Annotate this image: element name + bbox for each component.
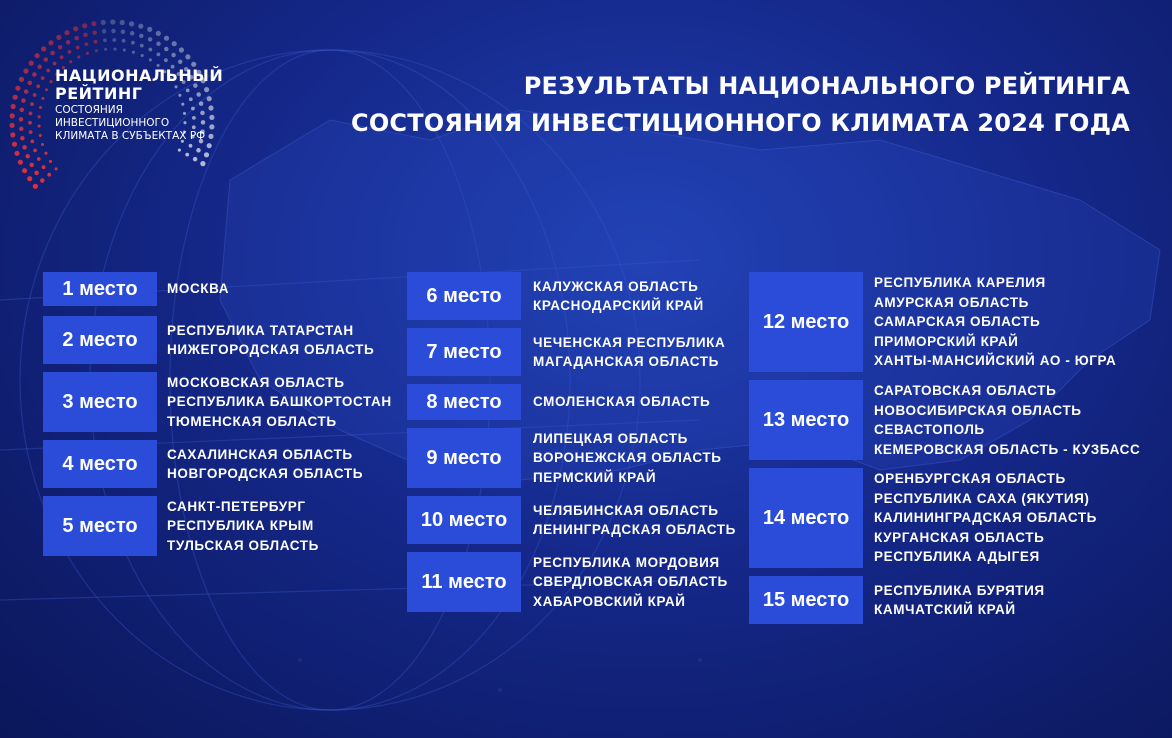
logo-dot: [149, 58, 152, 61]
logo-dot: [156, 42, 161, 47]
logo-dot: [33, 184, 38, 189]
logo-dot: [66, 40, 71, 45]
logo-dot: [38, 125, 41, 128]
logo-subtitle-line3: КЛИМАТА В СУБЪЕКТАХ РФ: [55, 130, 206, 142]
place-badge: [407, 384, 521, 420]
logo-title-line1: НАЦИОНАЛЬНЫЙ: [55, 66, 224, 85]
logo-dot: [12, 142, 17, 147]
logo-dot: [121, 29, 126, 34]
region-name: РЕСПУБЛИКА КАРЕЛИЯ: [874, 275, 1046, 291]
logo-dot: [37, 65, 42, 70]
logo-dot: [27, 176, 32, 181]
region-name: ХАБАРОВСКИЙ КРАЙ: [533, 593, 686, 609]
region-list: [874, 581, 1045, 620]
logo-subtitle-line2: ИНВЕСТИЦИОННОГО: [55, 117, 170, 129]
region-name: МАГАДАНСКАЯ ОБЛАСТЬ: [533, 354, 719, 369]
region-name: КАМЧАТСКИЙ КРАЙ: [874, 602, 1016, 617]
place-badge: [43, 316, 157, 364]
region-name: САХАЛИНСКАЯ ОБЛАСТЬ: [167, 446, 353, 462]
region-list: [533, 277, 704, 316]
place-label: 6 место: [426, 284, 502, 307]
logo-dot: [49, 160, 52, 163]
region-name: СМОЛЕНСКАЯ ОБЛАСТЬ: [533, 394, 711, 410]
logo-dot: [189, 144, 193, 148]
logo-dot: [140, 44, 144, 48]
region-name: РЕСПУБЛИКА АДЫГЕЯ: [874, 549, 1040, 565]
logo-dot: [44, 152, 47, 155]
place-label: 4 место: [62, 452, 138, 475]
logo-dot: [24, 89, 29, 94]
logo-dot: [29, 61, 34, 66]
logo-dot: [60, 55, 64, 59]
logo-dot: [91, 21, 96, 26]
logo-dot: [10, 113, 15, 118]
logo-dot: [157, 53, 161, 57]
logo-dot: [39, 134, 42, 137]
logo-dot: [34, 171, 39, 176]
place-badge: [43, 372, 157, 432]
rating-logo: [55, 67, 223, 143]
logo-dot: [185, 54, 190, 59]
place-label: 1 место: [62, 277, 138, 300]
region-name: САМАРСКАЯ ОБЛАСТЬ: [874, 314, 1041, 330]
region-name: АМУРСКАЯ ОБЛАСТЬ: [874, 294, 1029, 310]
logo-dot: [41, 143, 44, 146]
logo-dot: [10, 123, 15, 128]
logo-dot: [19, 117, 24, 122]
region-name: КРАСНОДАРСКИЙ КРАЙ: [533, 298, 704, 313]
logo-dot: [101, 20, 106, 25]
logo-dot: [13, 95, 18, 100]
logo-dot: [73, 26, 78, 31]
place-label: 12 место: [762, 310, 850, 333]
logo-dot: [55, 167, 58, 170]
logo-dot: [45, 88, 48, 91]
region-name: КАЛУЖСКАЯ ОБЛАСТЬ: [533, 278, 699, 294]
place-badge: [407, 428, 521, 488]
region-list: [167, 497, 319, 556]
logo-dot: [58, 45, 63, 50]
region-name: РЕСПУБЛИКА САХА (ЯКУТИЯ): [874, 490, 1090, 506]
logo-dot: [29, 130, 33, 134]
logo-dot: [50, 80, 53, 83]
logo-dot: [48, 40, 53, 45]
page-title-line1: РЕЗУЛЬТАТЫ НАЦИОНАЛЬНОГО РЕЙТИНГА: [523, 72, 1130, 100]
logo-dot: [138, 24, 143, 29]
logo-subtitle-line1: СОСТОЯНИЯ: [55, 104, 123, 116]
logo-dot: [68, 50, 72, 54]
logo-dot: [18, 160, 23, 165]
region-name: КЕМЕРОВСКАЯ ОБЛАСТЬ - КУЗБАСС: [874, 441, 1141, 457]
logo-dot: [22, 145, 27, 150]
logo-dot: [23, 68, 28, 73]
place-badge: [407, 328, 521, 376]
region-name: КУРГАНСКАЯ ОБЛАСТЬ: [874, 529, 1045, 545]
logo-dot: [37, 157, 41, 161]
logo-dot: [41, 46, 46, 51]
place-badge: [749, 468, 863, 568]
logo-dot: [139, 34, 144, 39]
region-name: ТЮМЕНСКАЯ ОБЛАСТЬ: [167, 413, 337, 429]
logo-dot: [41, 97, 44, 100]
logo-dot: [39, 106, 42, 109]
region-name: КАЛИНИНГРАДСКАЯ ОБЛАСТЬ: [874, 510, 1097, 526]
place-label: 14 место: [762, 506, 850, 529]
logo-dot: [19, 77, 24, 82]
region-list: [874, 273, 1116, 371]
place-badge: [43, 272, 157, 306]
region-name: РЕСПУБЛИКА БУРЯТИЯ: [874, 582, 1045, 598]
place-label: 10 место: [420, 508, 508, 531]
logo-dot: [53, 62, 57, 66]
logo-dot: [41, 76, 45, 80]
logo-dot: [129, 21, 134, 26]
logo-dot: [82, 23, 87, 28]
region-name: ЧЕЛЯБИНСКАЯ ОБЛАСТЬ: [533, 502, 719, 518]
logo-dot: [178, 60, 183, 65]
logo-dot: [103, 38, 107, 42]
logo-dot: [56, 35, 61, 40]
region-name: ЧЕЧЕНСКАЯ РЕСПУБЛИКА: [533, 334, 726, 350]
region-name: ВОРОНЕЖСКАЯ ОБЛАСТЬ: [533, 450, 722, 466]
logo-dot: [83, 33, 88, 38]
logo-dot: [171, 53, 176, 58]
logo-subtitle: [55, 104, 223, 143]
logo-dot: [141, 54, 144, 57]
logo-dot: [120, 20, 125, 25]
region-name: РЕСПУБЛИКА ТАТАРСТАН: [167, 322, 354, 338]
logo-dot: [20, 108, 25, 113]
logo-dot: [11, 104, 16, 109]
logo-dot: [94, 40, 98, 44]
place-label: 11 место: [421, 570, 507, 593]
logo-dot: [38, 115, 41, 118]
logo-dot: [36, 84, 40, 88]
logo-dot: [50, 51, 55, 56]
region-name: ПЕРМСКИЙ КРАЙ: [533, 469, 657, 485]
place-badge: [43, 496, 157, 556]
logo-dot: [204, 152, 209, 157]
region-name: СВЕРДЛОВСКАЯ ОБЛАСТЬ: [533, 574, 728, 590]
region-list: [167, 373, 392, 432]
logo-dot: [14, 151, 19, 156]
region-name: ОРЕНБУРГСКАЯ ОБЛАСТЬ: [874, 471, 1066, 487]
region-list: [874, 381, 1140, 459]
region-name: НОВОСИБИРСКАЯ ОБЛАСТЬ: [874, 402, 1082, 418]
region-name: РЕСПУБЛИКА МОРДОВИЯ: [533, 554, 720, 570]
place-label: 15 место: [762, 588, 850, 611]
region-name: ХАНТЫ-МАНСИЙСКИЙ АО - ЮГРА: [874, 353, 1117, 369]
region-name: ПРИМОРСКИЙ КРАЙ: [874, 333, 1019, 349]
region-list: [533, 392, 710, 412]
logo-dot: [40, 178, 45, 183]
logo-dot: [85, 42, 89, 46]
place-badge: [749, 576, 863, 624]
region-list: [167, 321, 374, 360]
region-name: МОСКОВСКАЯ ОБЛАСТЬ: [167, 374, 345, 390]
region-name: НИЖЕГОРОДСКАЯ ОБЛАСТЬ: [167, 342, 375, 357]
logo-dot: [20, 136, 25, 141]
logo-dot: [95, 49, 98, 52]
region-name: СЕВАСТОПОЛЬ: [874, 422, 985, 437]
logo-dot: [69, 60, 72, 63]
logo-dot: [172, 41, 177, 46]
logo-dot: [149, 48, 153, 52]
logo-dot: [46, 69, 50, 73]
logo-dot: [131, 41, 135, 45]
logo-dot: [22, 168, 27, 173]
logo-dot: [110, 19, 115, 24]
logo-title-line2: РЕЙТИНГ: [55, 84, 143, 103]
logo-dot: [164, 36, 169, 41]
logo-dot: [44, 57, 49, 62]
logo-dot: [42, 165, 46, 169]
logo-dot: [86, 52, 89, 55]
logo-dot: [147, 27, 152, 32]
region-name: ЛЕНИНГРАДСКАЯ ОБЛАСТЬ: [533, 522, 736, 537]
region-list: [533, 429, 722, 488]
logo-dot: [111, 29, 116, 34]
logo-dot: [156, 31, 161, 36]
logo-dot: [74, 36, 79, 41]
place-badge: [43, 440, 157, 488]
logo-dot: [30, 140, 34, 144]
logo-dot: [92, 30, 97, 35]
logo-dot: [15, 86, 20, 91]
logo-dot: [30, 102, 34, 106]
logo-dot: [76, 46, 80, 50]
logo-dot: [33, 93, 37, 97]
logo-dot: [178, 149, 181, 152]
logo-dot: [35, 53, 40, 58]
logo-dot: [19, 127, 24, 132]
region-list: [533, 501, 736, 540]
region-list: [167, 445, 363, 484]
region-name: ТУЛЬСКАЯ ОБЛАСТЬ: [167, 537, 319, 553]
logo-dot: [29, 163, 34, 168]
logo-dot: [104, 48, 107, 51]
logo-dot: [179, 47, 184, 52]
place-badge: [407, 552, 521, 612]
logo-dot: [164, 47, 169, 52]
logo-dot: [32, 72, 37, 77]
logo-dot: [10, 132, 15, 137]
region-list: [533, 333, 725, 372]
place-badge: [749, 380, 863, 460]
region-name: РЕСПУБЛИКА КРЫМ: [167, 518, 314, 534]
place-label: 7 место: [426, 340, 502, 363]
logo-dot: [64, 30, 69, 35]
place-label: 8 место: [426, 390, 502, 413]
place-label: 3 место: [62, 390, 138, 413]
logo-dot: [122, 39, 126, 43]
logo-dot: [112, 38, 116, 42]
region-list: [167, 279, 229, 299]
place-badge: [749, 272, 863, 372]
region-name: САНКТ-ПЕТЕРБУРГ: [167, 498, 306, 514]
page-title-line2: СОСТОЯНИЯ ИНВЕСТИЦИОННОГО КЛИМАТА 2024 ГОДА: [351, 109, 1130, 137]
logo-dot: [123, 48, 126, 51]
region-name: НОВГОРОДСКАЯ ОБЛАСТЬ: [167, 466, 364, 481]
region-name: МОСКВА: [167, 281, 230, 297]
region-list: [874, 469, 1097, 567]
logo-dot: [113, 48, 116, 51]
logo-dot: [196, 148, 201, 153]
logo-dot: [193, 157, 198, 162]
logo-dot: [130, 31, 135, 36]
logo-dot: [21, 98, 26, 103]
logo-dot: [25, 154, 30, 159]
place-label: 13 место: [762, 408, 850, 431]
logo-dot: [102, 29, 107, 34]
logo-dot: [28, 121, 32, 125]
logo-dot: [200, 161, 205, 166]
region-name: РЕСПУБЛИКА БАШКОРТОСТАН: [167, 394, 392, 410]
place-label: 2 место: [62, 328, 138, 351]
logo-dot: [77, 55, 80, 58]
region-list: [533, 553, 728, 612]
logo-dot: [132, 51, 135, 54]
logo-dot: [28, 81, 33, 86]
logo-dot: [207, 143, 212, 148]
logo-dot: [148, 37, 153, 42]
page-title: [351, 68, 1130, 142]
logo-dot: [47, 173, 51, 177]
logo-dot: [185, 153, 189, 157]
place-label: 5 место: [62, 514, 138, 537]
place-label: 9 место: [426, 446, 502, 469]
place-badge: [407, 272, 521, 320]
region-name: САРАТОВСКАЯ ОБЛАСТЬ: [874, 383, 1057, 398]
logo-dot: [164, 58, 168, 62]
region-name: ЛИПЕЦКАЯ ОБЛАСТЬ: [533, 430, 688, 446]
logo-dot: [29, 112, 33, 116]
logo-dot: [33, 149, 37, 153]
place-badge: [407, 496, 521, 544]
